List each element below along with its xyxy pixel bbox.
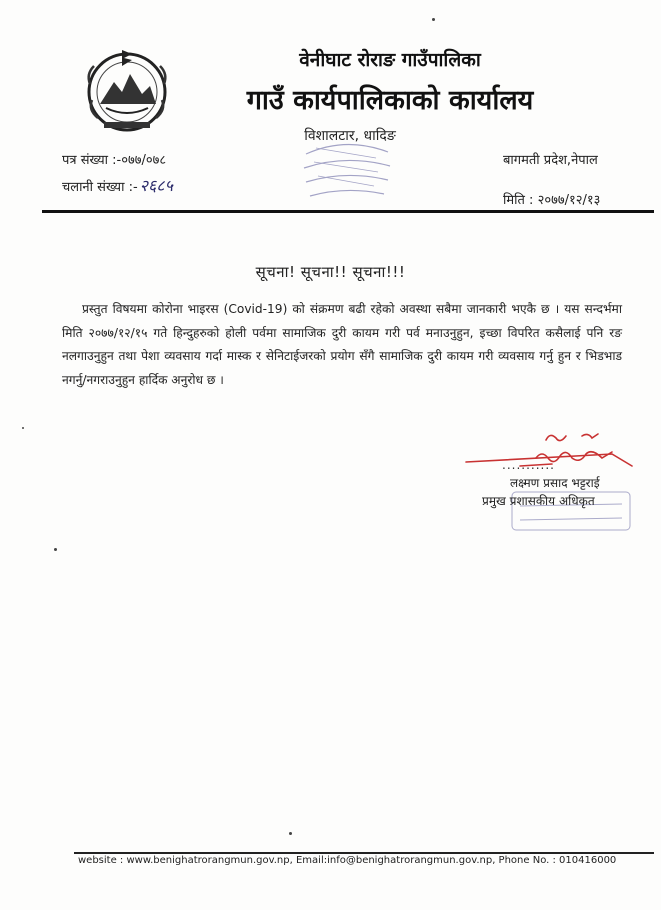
dispatch-number <box>62 174 173 196</box>
footer-contact: website : www.benighatrorangmun.gov.np, Email:info@benighatrorangmun.gov.np, Phone No. : 010416000 <box>78 855 617 866</box>
handwritten-signature-icon <box>462 428 642 480</box>
footer-divider <box>74 852 654 854</box>
notice-body: प्रस्तुत विषयमा कोरोना भाइरस (Covid-19) को संक्रमण बढी रहेको अवस्था सबैमा जानकारी भएकै छ । यस सन्दर्भमा मिति २०७७/१२/१५ गते हिन्दुहरुको होली पर्वमा सामाजिक दुरी कायम गरी पर्व मनाउनुहुन, इच्छा विपरित कसैलाई पनि रङ नलगाउनुहुन तथा पेशा व्यवसाय गर्दा मास्क र सेनिटाईजरको प्रयोग सँगै सामाजिक दुरी कायम गरी व्यवसाय गर्नु हुन र भिडभाड नगर्नु/नगराउनुहुन हार्दिक अनुरोध छ । <box>62 302 622 387</box>
letter-date: मिति : २०७७/१२/१३ <box>503 193 601 208</box>
paper-speck <box>289 832 292 835</box>
signature-dots: ........... <box>502 458 555 472</box>
notice-heading: सूचना! सूचना!! सूचना!!! <box>255 263 406 281</box>
office-title: गाउँ कार्यपालिकाको कार्यालय <box>246 85 534 116</box>
dispatch-label: चलानी संख्या :- <box>62 180 138 195</box>
paper-speck <box>432 18 435 21</box>
office-address: विशालटार, धादिङ <box>304 128 396 144</box>
reference-number: पत्र संख्या :-०७७/०७८ <box>62 153 167 168</box>
paper-speck <box>22 427 24 429</box>
office-seal-stamp-icon <box>296 134 396 214</box>
nepal-emblem-icon <box>84 44 170 136</box>
municipality-name: वेनीघाट रोराङ गाउँपालिका <box>299 49 481 71</box>
signer-name: लक्ष्मण प्रसाद भट्टराई <box>510 476 600 490</box>
paper-speck <box>54 548 57 551</box>
header-divider <box>42 210 654 213</box>
dispatch-value: २६८५ <box>139 176 173 195</box>
province-label: बागमती प्रदेश,नेपाल <box>503 153 598 168</box>
signer-title: प्रमुख प्रशासकीय अधिकृत <box>482 494 595 508</box>
